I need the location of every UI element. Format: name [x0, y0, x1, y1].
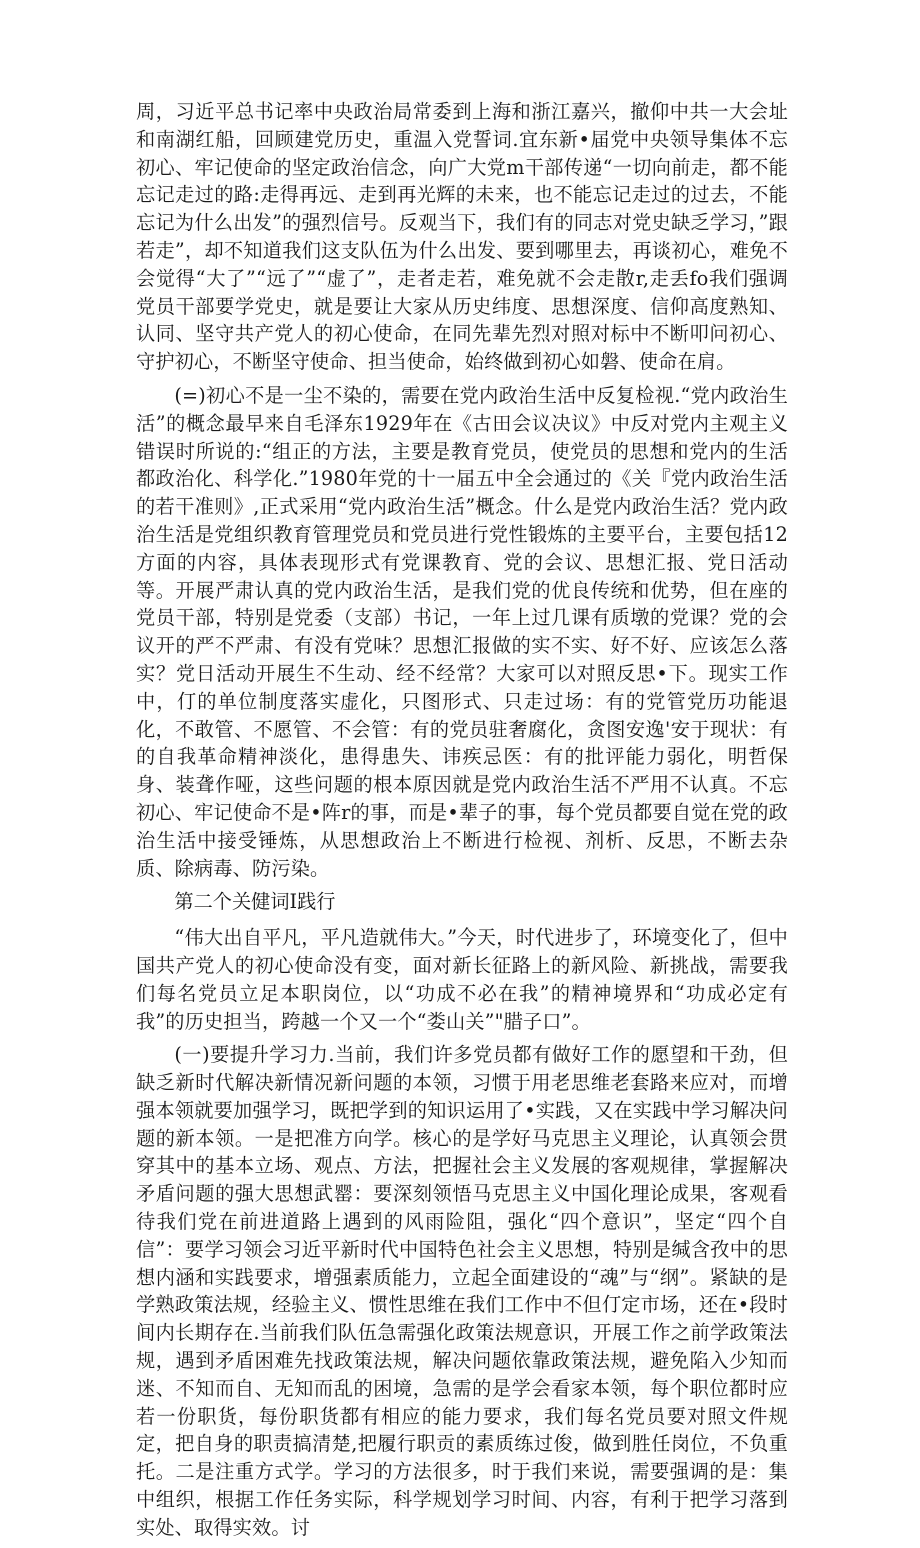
section-heading: 第二个关健词I践行 [174, 890, 336, 914]
paragraph-3: “伟大出自平凡，平凡造就伟大。”今天，时代进步了，环境变化了，但中国共产党人的初心使命没有变，面对新长征路上的新风险、新挑战，需要我们每名党员立足本职岗位，以“功成不必在我”的精神境界和“功成必定有我”的历史担当，跨越一个又一个“娄山关”"腊子口”。 [136, 926, 788, 1033]
paragraph-2: (=)初心不是一尘不染的，需要在党内政治生活中反复检视.“党内政治生活”的概念最早来自毛泽东1929年在《古田会议决议》中反对党内主观主义错误时所说的:“组正的方法，主要是教育党员，使党员的思想和党内的生活都政治化、科学化.”1980年党的十一届五中全会通过的《关『党内政治生活的若干准则》,正式采用“党内政治生活”概念。什么是党内政治生活？党内政治生活是党组织教育管理党员和党员进行党性锻炼的主要平台，主要包括12方面的内容，具体表现形式有党课教育、党的会议、思想汇报、党日活动等。开展严肃认真的党内政治生活，是我们党的优良传统和优势，但在座的党员干部，特别是党委（支部）书记，一年上过几课有质墩的党课？党的会议开的严不严肃、有没有党味？思想汇报做的实不实、好不好、应该怎么落实？党日活动开展生不生动、经不经常？大家可以对照反思•下。现实工作中，仃的单位制度落实虚化，只图形式、只走过场：有的党管党历功能退化，不敢管、不愿管、不会管：有的党员驻奢腐化，贪图安逸'安于现状：有的自我革命精神淡化，患得患失、讳疾忌医：有的批评能力弱化，明哲保身、装聋作哑，这些问题的根本原因就是党内政治生活不严用不认真。不忘初心、牢记使命不是•阵r的事，而是•辈子的事，每个党员都要自觉在党的政治生活中接受锤炼，从思想政治上不断进行检视、剂析、反思，不断去杂质、除病毒、防污染。 [136, 383, 788, 880]
paragraph-1: 周，习近平总书记率中央政治局常委到上海和浙江嘉兴，撤仰中共一大会址和南湖红船，回顾建党历史，重温入党誓词.宜东新•届党中央领导集体不忘初心、牢记使命的坚定政治信念，向广大党m干部传递“一切向前走，都不能忘记走过的路:走得再远、走到再光辉的未来，也不能忘记走过的过去，不能忘记为什么出发”的强烈信号。反观当下，我们有的同志对党史缺乏学习，”跟若走”，却不知道我们这支队伍为什么出发、要到哪里去，再谈初心，难免不会觉得“大了”“远了”“虚了”，走者走若，难免就不会走散r,走丢fo我们强调党员干部要学党史，就是要让大家从历史纬度、思想深度、信仰高度熟知、认同、坚守共产党人的初心使命，在同先辈先烈对照对标中不断叩问初心、守护初心，不断坚守使命、担当使命，始终做到初心如磐、使命在肩。 [136, 100, 788, 374]
paragraph-4: (一)要提升学习力.当前，我们许多党员都有做好工作的愿望和干劲，但缺乏新时代解决新情况新问题的本领，习惯于用老思维老套路来应对，而增强本领就要加强学习，既把学到的知识运用了•实践，又在实践中学习解决问题的新本领。一是把准方向学。核心的是学好马克思主义理论，认真领会贯穿其中的基本立场、观点、方法，把握社会主义发展的客观规律，掌握解决矛盾问题的强大思想武罂：要深刻领悟马克思主义中国化理论成果，客观看待我们党在前进道路上遇到的风雨险阻，强化“四个意识”，坚定“四个自信”：要学习领会习近平新时代中国特色社会主义思想，特别是缄含孜中的思想内涵和实践要求，增强素质能力，立起全面建设的“魂”与“纲”。紧缺的是学熟政策法规，经验主义、惯性思维在我们工作中不但仃定市场，还在•段时间内长期存在.当前我们队伍急需强化政策法规意识，开展工作之前学政策法规，遇到矛盾困难先找政策法规，解决问题依靠政策法规，避免陷入少知而迷、不知而自、无知而乱的困境，急需的是学会看家本领，每个职位都时应若一份职货，每份职货都有相应的能力要求，我们每名党员要对照文件规定，把自身的职责搞清楚,把履行职贡的素质练过俊，做到胜任岗位，不负重托。二是注重方式学。学习的方法很多，时于我们来说，需要强调的是：集中组织，根据工作任务实际，科学规划学习时间、内容，有利于把学习落到实处、取得实效。讨 [136, 1043, 788, 1539]
document-body [136, 98, 788, 1548]
